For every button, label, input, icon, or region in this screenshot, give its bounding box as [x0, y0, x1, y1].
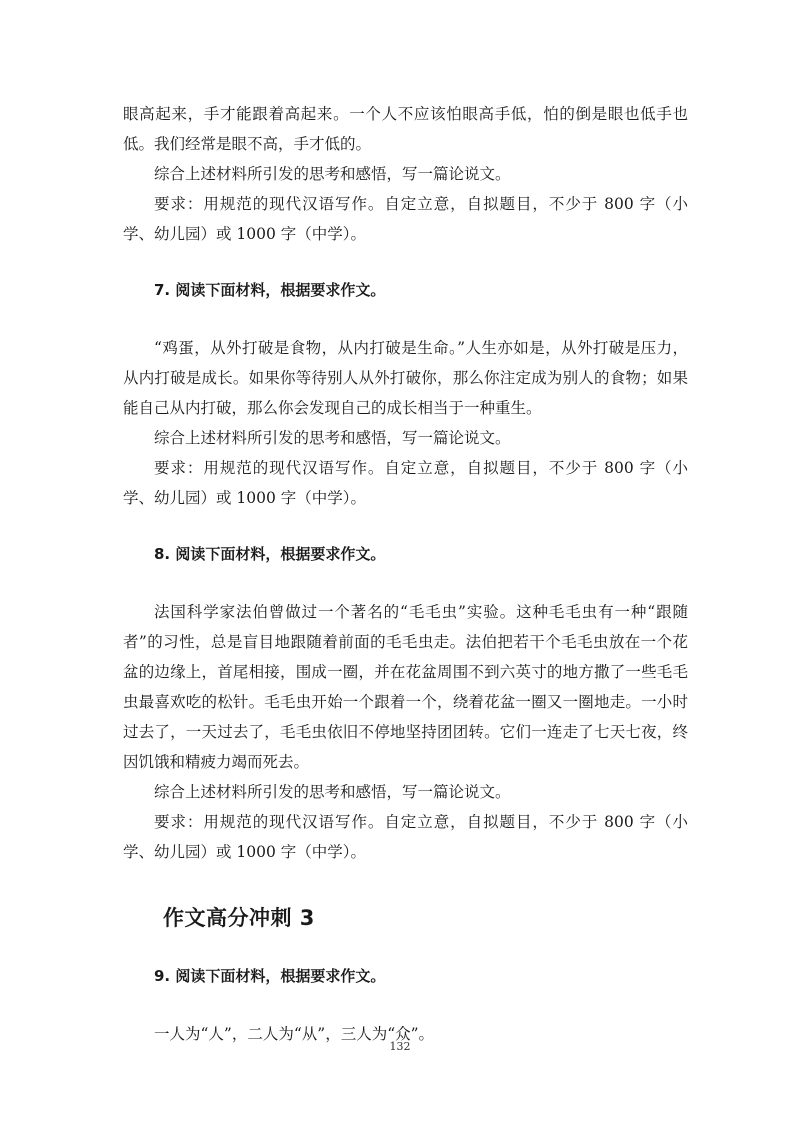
spacer [123, 569, 688, 597]
question-7-requirement: 要求：用规范的现代汉语写作。自定立意，自拟题目，不少于 800 字（小学、幼儿园）或 1000 字（中学）。 [123, 459, 688, 507]
spacer [123, 513, 688, 539]
page-content [123, 99, 688, 1049]
question-9-heading: 9. 阅读下面材料，根据要求作文。 [154, 967, 386, 985]
paragraph-prompt: 综合上述材料所引发的思考和感悟，写一篇论说文。 [154, 165, 511, 183]
question-8-material: 法国科学家法伯曾做过一个著名的“毛毛虫”实验。这种毛毛虫有一种“跟随者”的习性，总是盲目地跟随着前面的毛毛虫走。法伯把若干个毛毛虫放在一个花盆的边缘上，首尾相接，围成一圈，并在花盆周围不到六英寸的地方撒了一些毛毛虫最喜欢吃的松针。毛毛虫开始一个跟着一个，绕着花盆一圈又一圈地走。一小时过去了，一天过去了，毛毛虫依旧不停地坚持团团转。它们一连走了七天七夜，终因饥饿和精疲力竭而死去。 [123, 603, 688, 771]
page-number: 132 [389, 1040, 411, 1053]
question-7-heading: 7. 阅读下面材料，根据要求作文。 [154, 281, 386, 299]
question-8-heading: 8. 阅读下面材料，根据要求作文。 [154, 545, 386, 563]
spacer [123, 249, 688, 275]
question-8-requirement: 要求：用规范的现代汉语写作。自定立意，自拟题目，不少于 800 字（小学、幼儿园）或 1000 字（中学）。 [123, 813, 688, 861]
spacer [123, 305, 688, 333]
question-7-prompt: 综合上述材料所引发的思考和感悟，写一篇论说文。 [154, 429, 511, 447]
paragraph-requirement: 要求：用规范的现代汉语写作。自定立意，自拟题目，不少于 800 字（小学、幼儿园）或 1000 字（中学）。 [123, 195, 688, 243]
paragraph-continuation: 眼高起来，手才能跟着高起来。一个人不应该怕眼高手低，怕的倒是眼也低手也低。我们经常是眼不高，手才低的。 [123, 105, 688, 153]
spacer [123, 935, 688, 961]
section-title: 作文高分冲刺 3 [163, 906, 315, 930]
spacer [123, 991, 688, 1019]
question-9-material: 一人为“人”，二人为“从”，三人为“众”。 [154, 1025, 435, 1043]
spacer [123, 867, 688, 901]
question-8-prompt: 综合上述材料所引发的思考和感悟，写一篇论说文。 [154, 783, 511, 801]
question-7-material: “鸡蛋，从外打破是食物，从内打破是生命。”人生亦如是，从外打破是压力，从内打破是成长。如果你等待别人从外打破你，那么你注定成为别人的食物；如果能自己从内打破，那么你会发现自己的成长相当于一种重生。 [123, 339, 688, 417]
